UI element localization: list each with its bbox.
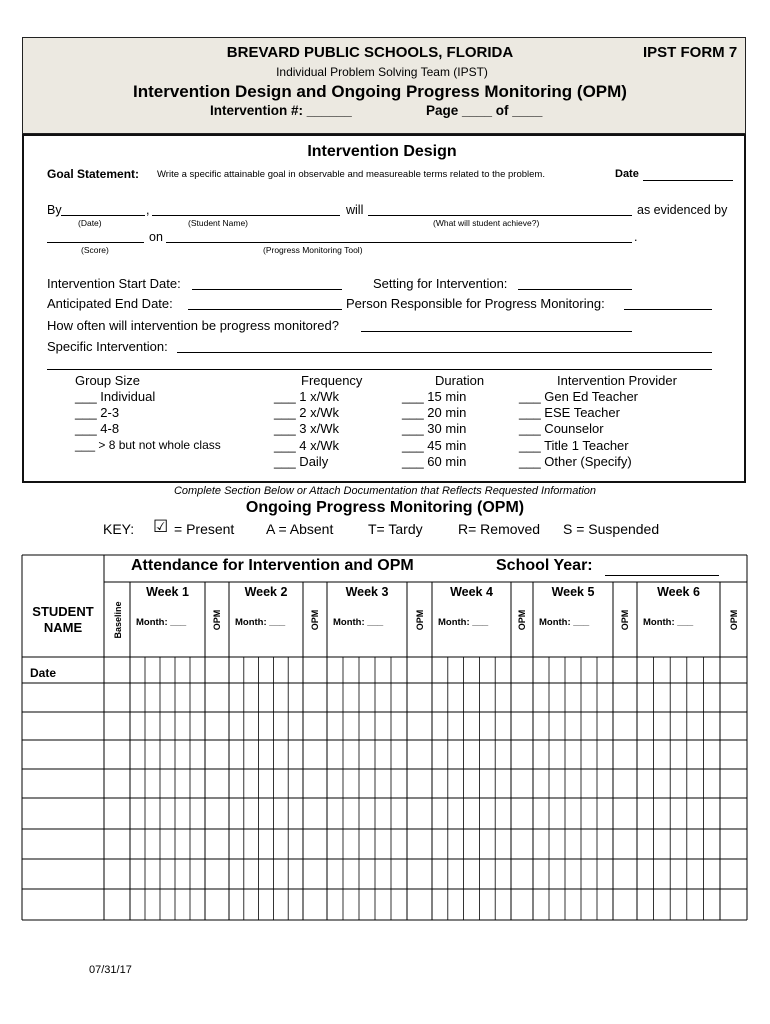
opm-column-header: OPM bbox=[517, 609, 527, 631]
period: . bbox=[634, 230, 638, 244]
week-header: Week 4 bbox=[450, 585, 493, 599]
week-header: Week 6 bbox=[657, 585, 700, 599]
provider-option[interactable]: ___ Counselor bbox=[519, 421, 604, 436]
start-date-label: Intervention Start Date: bbox=[47, 276, 181, 291]
opm-column-header: OPM bbox=[310, 609, 320, 631]
key-label: KEY: bbox=[103, 521, 135, 537]
month-field[interactable]: Month: ___ bbox=[643, 617, 694, 628]
tool-caption: (Progress Monitoring Tool) bbox=[263, 245, 363, 255]
group-size-option[interactable]: ___ > 8 but not whole class bbox=[75, 438, 221, 452]
duration-option[interactable]: ___ 45 min bbox=[402, 438, 467, 453]
provider-option[interactable]: ___ Title 1 Teacher bbox=[519, 438, 629, 453]
group-size-option[interactable]: ___ 2-3 bbox=[75, 405, 120, 420]
week-header: Week 1 bbox=[146, 585, 189, 599]
student-caption: (Student Name) bbox=[188, 218, 248, 228]
goal-label: Goal Statement: bbox=[47, 167, 140, 181]
month-field[interactable]: Month: ___ bbox=[438, 617, 489, 628]
org-title: BREVARD PUBLIC SCHOOLS, FLORIDA bbox=[226, 44, 514, 61]
opm-note: Complete Section Below or Attach Documentation that Reflects Requested Information bbox=[173, 485, 597, 497]
provider-option[interactable]: ___ Other (Specify) bbox=[519, 454, 632, 469]
key-suspended: S = Suspended bbox=[563, 521, 660, 537]
week-header: Week 5 bbox=[551, 585, 595, 599]
duration-option[interactable]: ___ 20 min bbox=[402, 405, 467, 420]
intervention-number[interactable]: Intervention #: ______ bbox=[210, 103, 352, 118]
school-year-line[interactable] bbox=[605, 575, 719, 576]
checkbox-checked-icon: ☑ bbox=[153, 517, 169, 536]
week-header: Week 2 bbox=[244, 585, 288, 599]
opm-column-header: OPM bbox=[620, 609, 630, 631]
duration-option[interactable]: ___ 60 min bbox=[402, 454, 467, 469]
opm-title: Ongoing Progress Monitoring (OPM) bbox=[245, 499, 525, 516]
achieve-caption: (What will student achieve?) bbox=[433, 218, 540, 228]
group-size-title: Group Size bbox=[75, 373, 141, 388]
date-row-label: Date bbox=[30, 666, 57, 680]
score-caption: (Score) bbox=[81, 245, 109, 255]
date-caption: (Date) bbox=[78, 218, 102, 228]
end-date-label: Anticipated End Date: bbox=[47, 296, 173, 311]
evidenced-label: as evidenced by bbox=[637, 203, 728, 217]
by-label: By bbox=[47, 203, 62, 217]
week-header: Week 3 bbox=[345, 585, 389, 599]
comma: , bbox=[146, 203, 150, 217]
setting-label: Setting for Intervention: bbox=[373, 276, 508, 291]
how-often-label: How often will intervention be progress monitored? bbox=[47, 318, 339, 333]
key-removed: R= Removed bbox=[458, 521, 541, 537]
frequency-option[interactable]: ___ 2 x/Wk bbox=[274, 405, 340, 420]
month-field[interactable]: Month: ___ bbox=[333, 617, 384, 628]
school-year-label: School Year: bbox=[496, 557, 593, 574]
frequency-title: Frequency bbox=[301, 373, 363, 388]
key-tardy: T= Tardy bbox=[368, 521, 423, 537]
frequency-option[interactable]: ___ 1 x/Wk bbox=[274, 389, 340, 404]
form-title: Intervention Design and Ongoing Progress Monitoring (OPM) bbox=[133, 82, 627, 101]
design-title: Intervention Design bbox=[307, 143, 457, 160]
duration-title: Duration bbox=[435, 373, 485, 388]
goal-date-label: Date bbox=[615, 168, 639, 180]
provider-title: Intervention Provider bbox=[557, 373, 677, 388]
opm-column-header: OPM bbox=[414, 609, 425, 631]
frequency-option[interactable]: ___ 3 x/Wk bbox=[274, 421, 340, 436]
page-number[interactable]: Page ____ of ____ bbox=[426, 103, 543, 118]
duration-option[interactable]: ___ 30 min bbox=[402, 421, 467, 436]
responsible-label: Person Responsible for Progress Monitoring: bbox=[346, 296, 605, 311]
student-name-header: STUDENT NAME bbox=[32, 604, 94, 635]
opm-column-header: OPM bbox=[728, 609, 739, 631]
provider-option[interactable]: ___ Gen Ed Teacher bbox=[519, 389, 639, 404]
on-label: on bbox=[149, 230, 163, 244]
key-present: = Present bbox=[174, 521, 235, 537]
attendance-title: Attendance for Intervention and OPM bbox=[131, 557, 414, 574]
frequency-option[interactable]: ___ 4 x/Wk bbox=[274, 438, 340, 453]
specific-intervention-label: Specific Intervention: bbox=[47, 339, 168, 354]
baseline-header: Baseline bbox=[113, 601, 123, 639]
frequency-option[interactable]: ___ Daily bbox=[274, 454, 329, 469]
key-absent: A = Absent bbox=[266, 521, 334, 537]
group-size-option[interactable]: ___ 4-8 bbox=[75, 421, 120, 436]
provider-option[interactable]: ___ ESE Teacher bbox=[519, 405, 620, 420]
month-field[interactable]: Month: ___ bbox=[136, 617, 187, 628]
form-id: IPST FORM 7 bbox=[643, 44, 738, 61]
month-field[interactable]: Month: ___ bbox=[539, 617, 590, 628]
goal-instruction: Write a specific attainable goal in observable and measureable terms related to the problem. bbox=[157, 169, 545, 180]
will-label: will bbox=[346, 203, 364, 217]
duration-option[interactable]: ___ 15 min bbox=[402, 389, 467, 404]
month-field[interactable]: Month: ___ bbox=[235, 617, 286, 628]
opm-column-header: OPM bbox=[212, 609, 222, 631]
group-size-option[interactable]: ___ Individual bbox=[75, 389, 156, 404]
team-name: Individual Problem Solving Team (IPST) bbox=[276, 65, 488, 79]
footer-date: 07/31/17 bbox=[89, 964, 132, 976]
